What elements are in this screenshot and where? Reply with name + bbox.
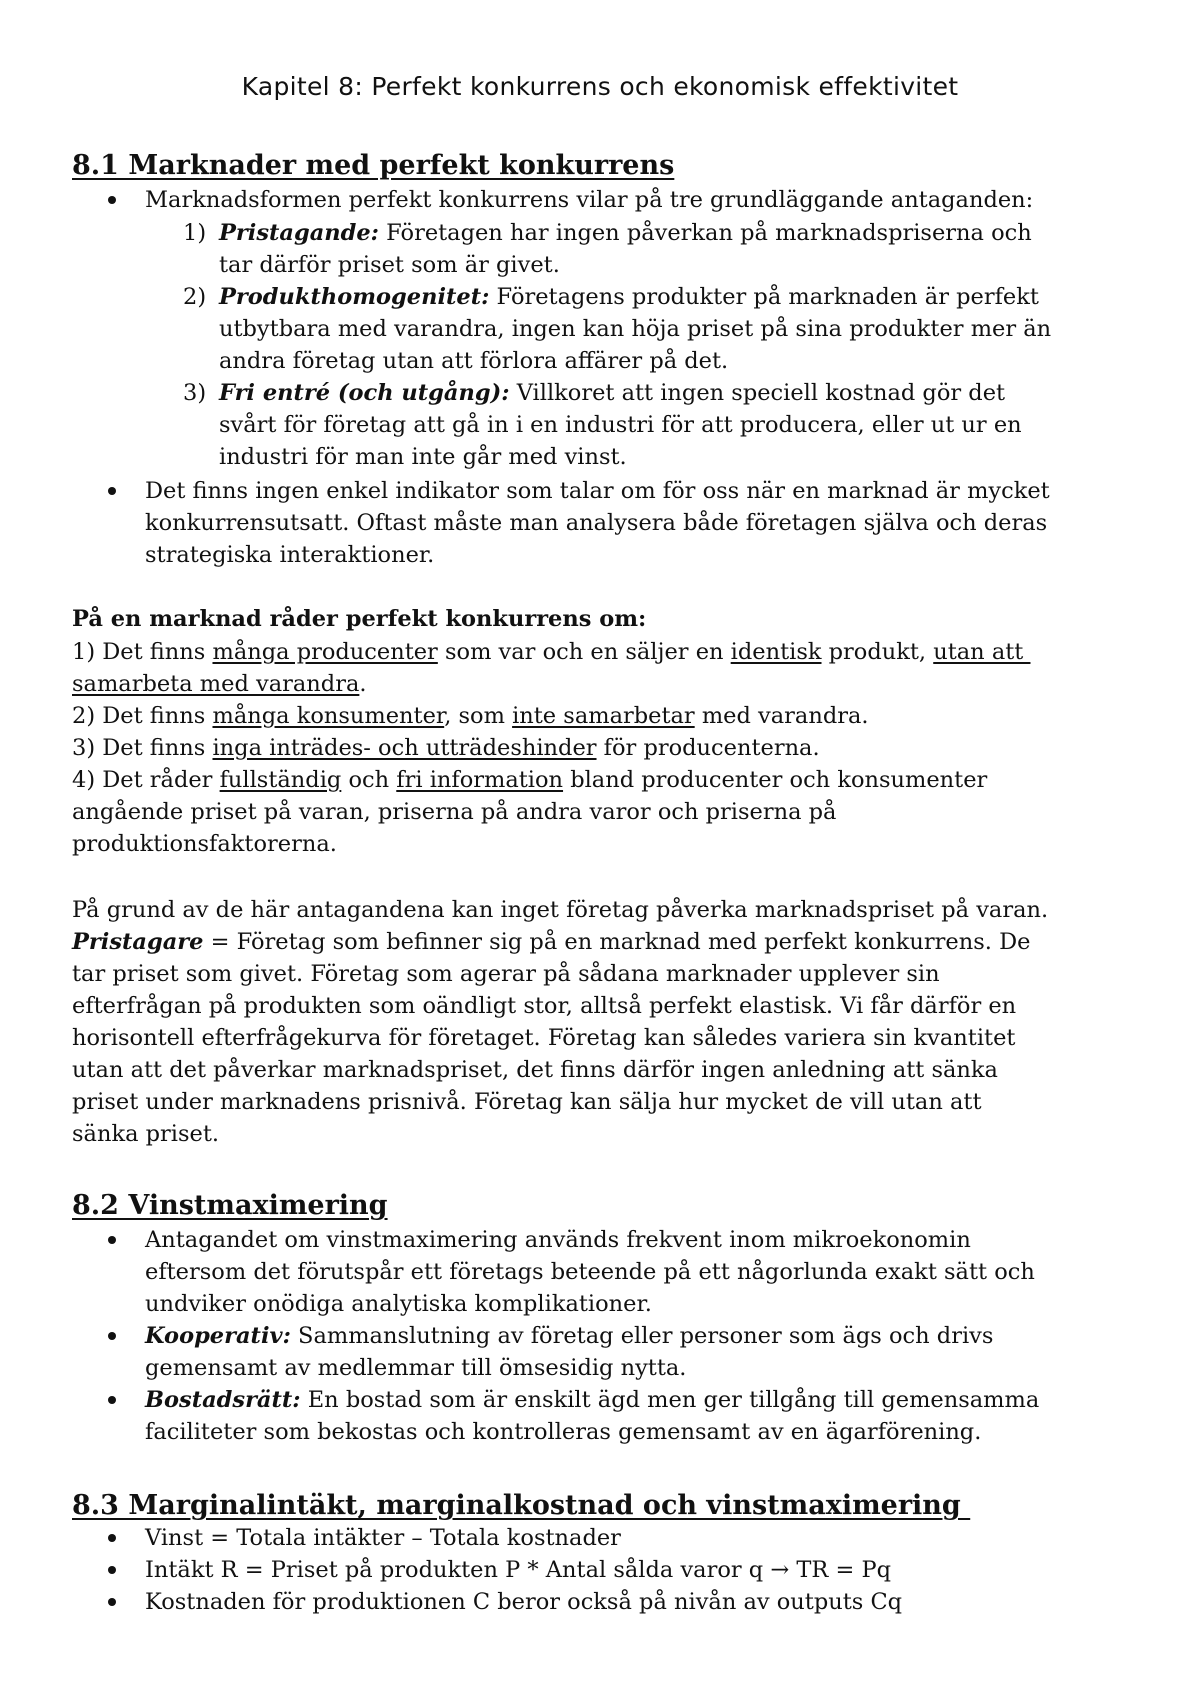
list-item-line: andra företag utan att förlora affärer på det. [219,348,729,374]
paragraph-line: utan att det påverkar marknadspriset, det finns därför ingen anledning att sänka [72,1057,998,1083]
list-item: Produkthomogenitet: Företagens produkter på marknaden är perfekt [219,284,1039,310]
bullet-icon [108,1566,116,1574]
bullet-text: Vinst = Totala intäkter – Totala kostnader [145,1525,621,1551]
list-item: Pristagande: Företagen har ingen påverkan på marknadspriserna och [219,220,1032,246]
bullet-text-line: strategiska interaktioner. [145,542,435,568]
list-item: Fri entré (och utgång): Villkoret att ingen speciell kostnad gör det [219,380,1006,406]
conditions-heading: På en marknad råder perfekt konkurrens om: [72,606,647,632]
bullet-text: Bostadsrätt: En bostad som är enskilt ägd men ger tillgång till gemensamma [145,1387,1040,1413]
bullet-icon [108,196,116,204]
paragraph-line: På grund av de här antagandena kan inget företag påverka marknadspriset på varan. [72,897,1049,923]
bullet-text: Det finns ingen enkel indikator som talar om för oss när en marknad är mycket [145,478,1050,504]
bullet-icon [108,1332,116,1340]
bullet-text: Kostnaden för produktionen C beror också på nivån av outputs Cq [145,1589,903,1615]
bullet-text: Antagandet om vinstmaximering används frekvent inom mikroekonomin [145,1227,971,1253]
paragraph-line: horisontell efterfrågekurva för företaget. Företag kan således variera sin kvantitet [72,1025,1016,1051]
condition-3: 3) Det finns inga inträdes- och utträdeshinder för producenterna. [72,735,820,761]
condition-1: 1) Det finns många producenter som var och en säljer en identisk produkt, utan att [72,639,1031,665]
condition-4-line: produktionsfaktorerna. [72,831,337,857]
condition-2: 2) Det finns många konsumenter, som inte samarbetar med varandra. [72,703,869,729]
paragraph-line: sänka priset. [72,1121,220,1147]
list-number: 2) [183,284,207,310]
list-number: 3) [183,380,207,406]
bullet-text-line: gemensamt av medlemmar till ömsesidig nytta. [145,1355,687,1381]
section-heading-8-3: 8.3 Marginalintäkt, marginalkostnad och vinstmaximering [72,1490,971,1521]
condition-4-line: angående priset på varan, priserna på andra varor och priserna på [72,799,837,825]
paragraph-line: tar priset som givet. Företag som agerar på sådana marknader upplever sin [72,961,940,987]
bullet-icon [108,1534,116,1542]
bullet-text-line: undviker onödiga analytiska komplikationer. [145,1291,652,1317]
document-title: Kapitel 8: Perfekt konkurrens och ekonomisk effektivitet [241,72,959,101]
paragraph-line: efterfrågan på produkten som oändligt stor, alltså perfekt elastisk. Vi får därför en [72,993,1017,1019]
pristagare-definition: Pristagare = Företag som befinner sig på en marknad med perfekt konkurrens. De [72,929,1031,955]
list-item-line: tar därför priset som är givet. [219,252,560,278]
bullet-icon [108,1236,116,1244]
bullet-icon [108,1396,116,1404]
bullet-text-line: eftersom det förutspår ett företags beteende på ett någorlunda exakt sätt och [145,1259,1035,1285]
bullet-text: Marknadsformen perfekt konkurrens vilar på tre grundläggande antaganden: [145,187,1034,213]
bullet-icon [108,487,116,495]
condition-4: 4) Det råder fullständig och fri information bland producenter och konsumenter [72,767,988,793]
list-item-line: svårt för företag att gå in i en industri för att producera, eller ut ur en [219,412,1022,438]
section-heading-8-2: 8.2 Vinstmaximering [72,1190,388,1221]
list-item-line: utbytbara med varandra, ingen kan höja priset på sina produkter mer än [219,316,1052,342]
paragraph-line: priset under marknadens prisnivå. Företag kan sälja hur mycket de vill utan att [72,1089,982,1115]
bullet-text: Kooperativ: Sammanslutning av företag eller personer som ägs och drivs [145,1323,994,1349]
bullet-text-line: konkurrensutsatt. Oftast måste man analysera både företagen själva och deras [145,510,1048,536]
list-item-line: industri för man inte går med vinst. [219,444,627,470]
bullet-text: Intäkt R = Priset på produkten P * Antal sålda varor q → TR = Pq [145,1557,892,1583]
bullet-icon [108,1598,116,1606]
list-number: 1) [183,220,207,246]
condition-1-line: samarbeta med varandra. [72,671,367,697]
section-heading-8-1: 8.1 Marknader med perfekt konkurrens [72,150,675,181]
bullet-text-line: faciliteter som bekostas och kontrolleras gemensamt av en ägarförening. [145,1419,982,1445]
